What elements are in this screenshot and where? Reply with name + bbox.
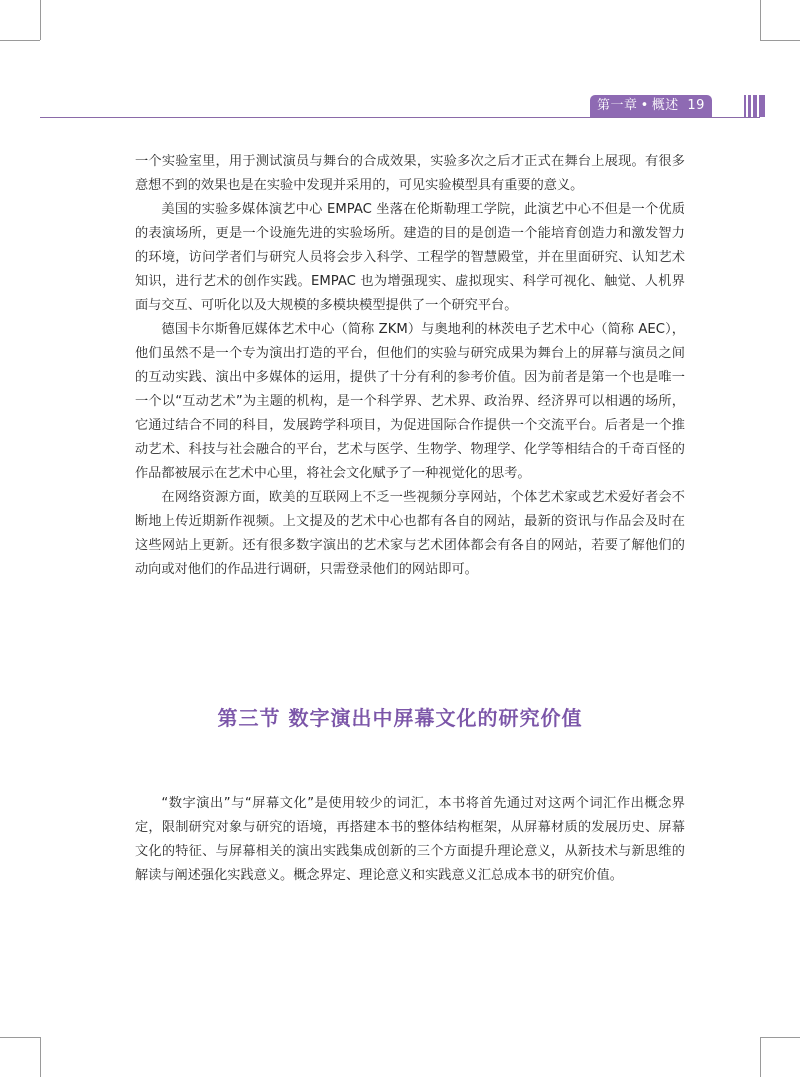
header-rule (40, 117, 760, 118)
header-chapter: 第一章 (597, 98, 638, 113)
section-body (135, 792, 685, 888)
paragraph: 美国的实验多媒体演艺中心 EMPAC 坐落在伦斯勒理工学院，此演艺中心不但是一个优质的表演场所，更是一个设施先进的实验场所。建造的目的是创造一个能培育创造力和激发智力的环境，访问学者们与研究人员将会步入科学、工程学的智慧殿堂，并在里面研究、认知艺术知识，进行艺术的创作实践。EMPAC 也为增强现实、虚拟现实、科学可视化、触觉、人机界面与交互、可听化以及大规模的多模块模型提供了一个研究平台。 (135, 202, 685, 313)
paragraph: 在网络资源方面，欧美的互联网上不乏一些视频分享网站，个体艺术家或艺术爱好者会不断地上传近期新作视频。上文提及的艺术中心也都有各自的网站，最新的资讯与作品会及时在这些网站上更新。还有很多数字演出的艺术家与艺术团体都会有各自的网站，若要了解他们的动向或对他们的作品进行调研，只需登录他们的网站即可。 (135, 490, 685, 577)
crop-mark-bottom-right (760, 1037, 761, 1077)
crop-mark-top-right-h (760, 40, 800, 41)
crop-mark-bottom-right-h (760, 1037, 800, 1038)
paragraph: 德国卡尔斯鲁厄媒体艺术中心（简称 ZKM）与奥地利的林茨电子艺术中心（简称 AEC），他们虽然不是一个专为演出打造的平台，但他们的实验与研究成果为舞台上的屏幕与演员之间的互动实践、演出中多媒体的运用，提供了十分有利的参考价值。因为前者是第一个也是唯一一个以“互动艺术”为主题的机构，是一个科学界、艺术界、政治界、经济界可以相遇的场所，它通过结合不同的科目，发展跨学科项目，为促进国际合作提供一个交流平台。后者是一个推动艺术、科技与社会融合的平台，艺术与医学、生物学、物理学、化学等相结合的千奇百怪的作品都被展示在艺术中心里，将社会文化赋予了一种视觉化的思考。 (135, 322, 685, 481)
crop-mark-bottom-left-h (0, 1037, 40, 1038)
thumb-index-marks (744, 95, 765, 117)
crop-mark-top-left-h (0, 40, 40, 41)
crop-mark-top-right (760, 0, 761, 40)
section-heading: 第三节 数字演出中屏幕文化的研究价值 (217, 706, 583, 730)
crop-mark-bottom-left (40, 1037, 41, 1077)
body-text (135, 150, 685, 582)
crop-mark-top-left (40, 0, 41, 40)
header-section: 概述 (651, 98, 679, 113)
header-separator: • (640, 98, 649, 113)
page-number: 19 (687, 98, 705, 113)
paragraph: “数字演出”与“屏幕文化”是使用较少的词汇，本书将首先通过对这两个词汇作出概念界定，限制研究对象与研究的语境，再搭建本书的整体结构框架，从屏幕材质的发展历史、屏幕文化的特征、与屏幕相关的演出实践集成创新的三个方面提升理论意义，从新技术与新思维的解读与阐述强化实践意义。概念界定、理论意义和实践意义汇总成本书的研究价值。 (135, 796, 685, 883)
paragraph: 一个实验室里，用于测试演员与舞台的合成效果，实验多次之后才正式在舞台上展现。有很多意想不到的效果也是在实验中发现并采用的，可见实验模型具有重要的意义。 (135, 154, 685, 193)
running-header (590, 95, 712, 117)
